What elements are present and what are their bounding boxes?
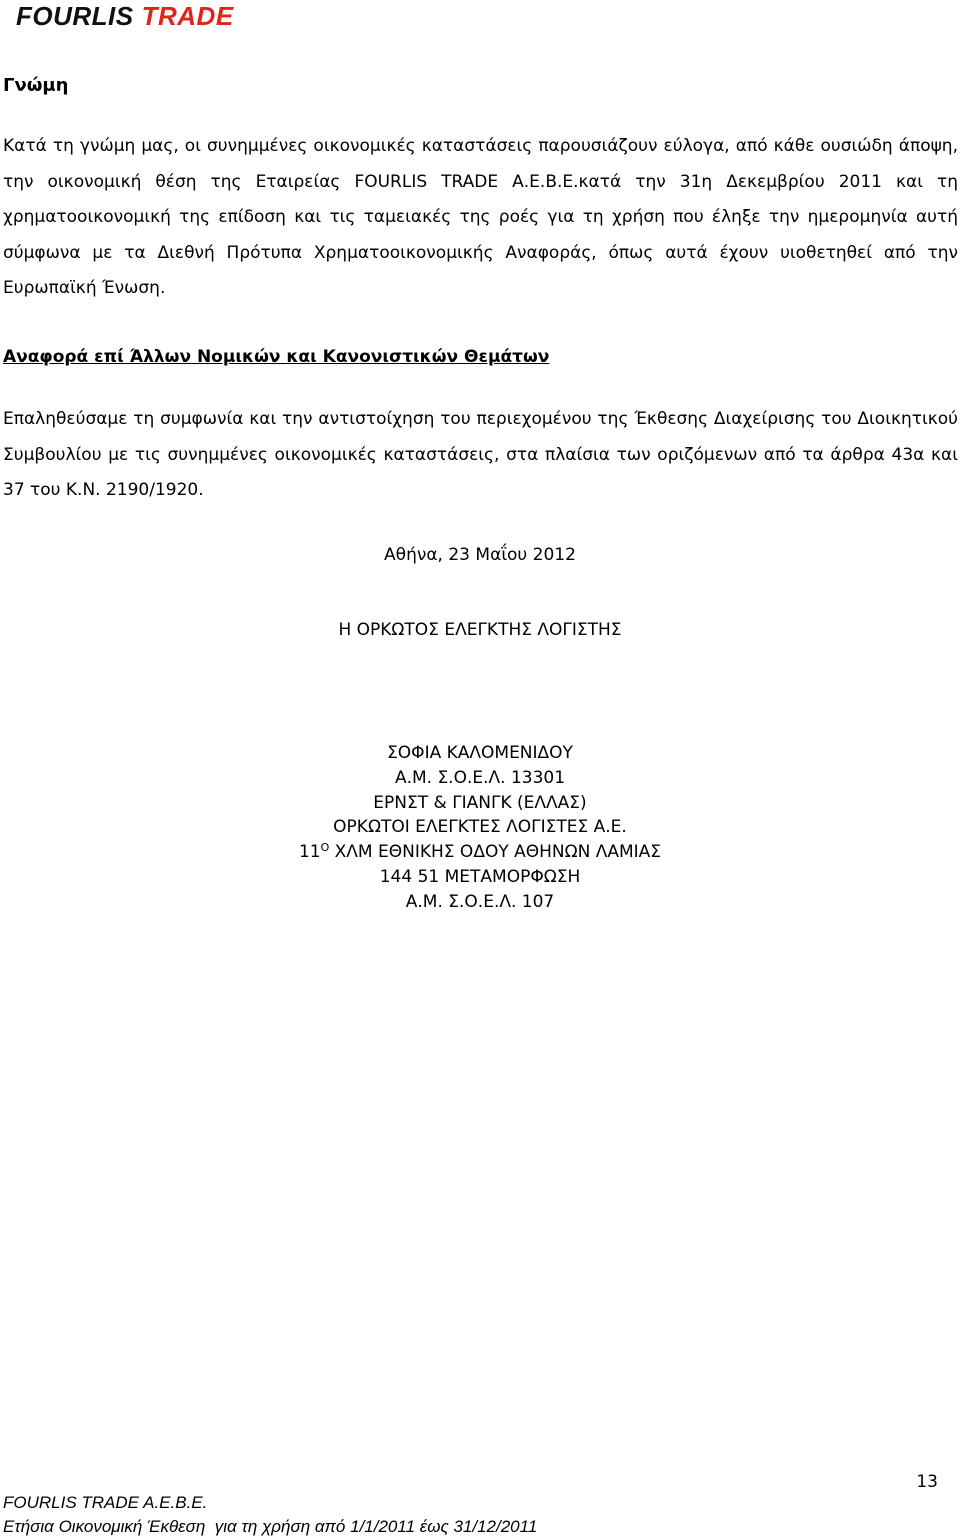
audit-firm-postcode-city: 144 51 ΜΕΤΑΜΟΡΦΩΣΗ — [379, 866, 581, 887]
auditor-registration: Α.Μ. Σ.Ο.Ε.Λ. 13301 — [394, 767, 566, 788]
address-ordinal: Ο — [320, 841, 330, 855]
opinion-heading: Γνώμη — [3, 75, 69, 96]
page-footer — [3, 1491, 537, 1539]
auditor-title: Η ΟΡΚΩΤΟΣ ΕΛΕΓΚΤΗΣ ΛΟΓΙΣΤΗΣ — [338, 620, 622, 640]
audit-firm-type: ΟΡΚΩΤΟΙ ΕΛΕΓΚΤΕΣ ΛΟΓΙΣΤΕΣ Α.Ε. — [333, 817, 627, 838]
footer-report-title: Ετήσια Οικονομική Έκθεση για τη χρήση από 1/1/2011 έως 31/12/2011 — [3, 1517, 538, 1536]
address-street: ΧΛΜ ΕΘΝΙΚΗΣ ΟΔΟΥ ΑΘΗΝΩΝ ΛΑΜΙΑΣ — [334, 842, 662, 863]
other-matters-paragraph: Επαληθεύσαμε τη συμφωνία και την αντιστοίχηση του περιεχομένου της Έκθεσης Διαχείρισης του Διοικητικού Συμβουλίου με τις συνημμένες οικονομικές καταστάσεις, στα πλαίσια των οριζόμενων από τα άρθρα 43α και 37 του Κ.Ν. 2190/1920. — [3, 409, 958, 500]
logo-trade-text: TRADE — [141, 1, 234, 31]
page-number: 13 — [916, 1472, 938, 1492]
auditor-name: ΣΟΦΙΑ ΚΑΛΟΜΕΝΙΔΟΥ — [387, 743, 573, 763]
other-matters-heading: Αναφορά επί Άλλων Νομικών και Κανονιστικών Θεμάτων — [3, 347, 550, 367]
footer-company: FOURLIS TRADE A.E.B.E. — [3, 1493, 208, 1512]
audit-firm-name: ΕΡΝΣΤ & ΓΙΑΝΓΚ (ΕΛΛΑΣ) — [373, 792, 587, 813]
address-km: 11 — [298, 842, 321, 863]
logo-brand-text: FOURLIS — [16, 1, 134, 31]
company-logo — [16, 1, 234, 31]
opinion-paragraph: Κατά τη γνώμη μας, οι συνημμένες οικονομικές καταστάσεις παρουσιάζουν εύλογα, από κάθε ουσιώδη άποψη, την οικονομική θέση της Εταιρείας FOURLIS TRADE Α.Ε.Β.Ε.κατά την 31η Δεκεμβρίου 2011 και τη χρηματοοικονομική της επίδοση και τις ταμειακές της ροές για τη χρήση που έληξε την ημερομηνία αυτή σύμφωνα με τα Διεθνή Πρότυπα Χρηματοοικονομικής Αναφοράς, όπως αυτά έχουν υιοθετηθεί από την Ευρωπαϊκή Ένωση. — [3, 136, 958, 298]
signature-date: Αθήνα, 23 Μαΐου 2012 — [384, 545, 576, 565]
audit-firm-address — [0, 840, 960, 865]
audit-firm-registration: Α.Μ. Σ.Ο.Ε.Λ. 107 — [405, 891, 555, 912]
signature-block — [0, 741, 960, 915]
